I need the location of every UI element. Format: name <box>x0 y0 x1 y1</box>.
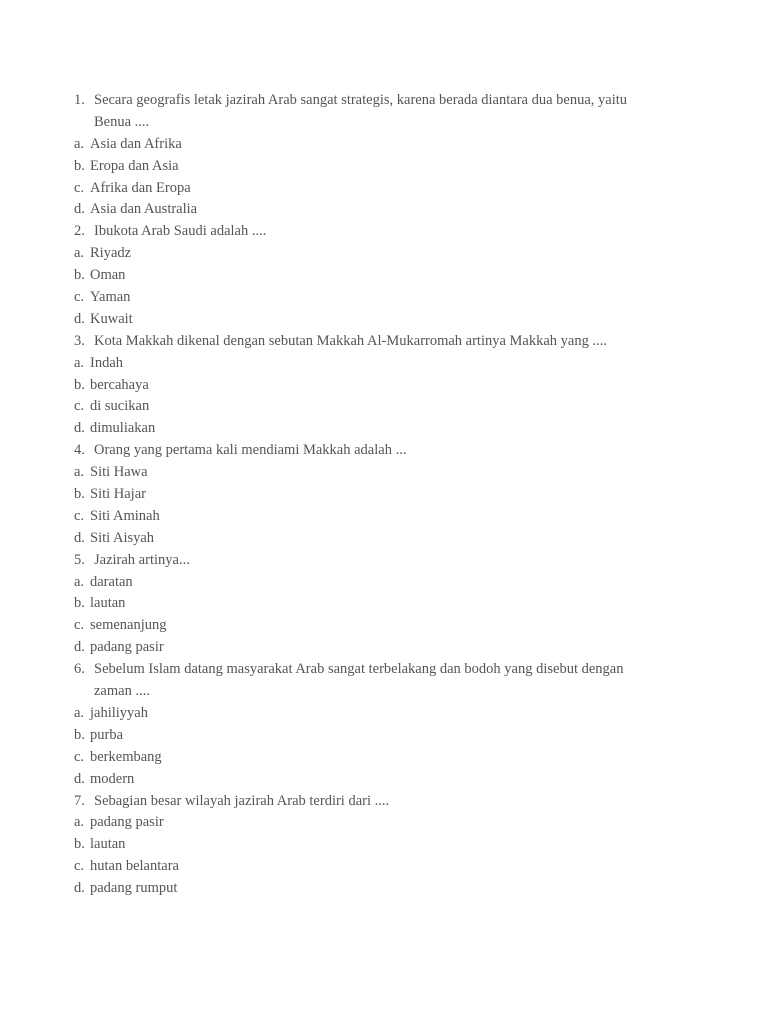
option-letter: a. <box>74 245 85 262</box>
option-letter: c. <box>74 617 85 634</box>
question-number: 5. <box>74 551 85 568</box>
option-letter: d. <box>74 880 85 897</box>
question-text-line <box>74 659 694 681</box>
option-letter: d. <box>74 639 85 656</box>
question-block <box>74 90 694 221</box>
question-text: Secara geografis letak jazirah Arab sangat strategis, karena berada diantara dua benua, yaitu <box>94 92 628 108</box>
option-text: Asia dan Australia <box>90 201 198 218</box>
question-block <box>74 659 694 790</box>
answer-option <box>74 747 694 769</box>
question-block <box>74 221 694 330</box>
option-letter: c. <box>74 858 85 875</box>
question-text: Sebelum Islam datang masyarakat Arab sangat terbelakang dan bodoh yang disebut dengan <box>94 661 624 678</box>
option-text: jahiliyyah <box>90 704 148 721</box>
option-text: Kuwait <box>90 310 133 327</box>
question-number: 1. <box>74 92 85 108</box>
option-letter: d. <box>74 310 85 327</box>
answer-option <box>74 615 694 637</box>
option-text: Asia dan Afrika <box>90 135 182 152</box>
question-text-continuation <box>74 112 694 134</box>
question-text-continuation <box>74 681 694 703</box>
option-letter: c. <box>74 507 85 524</box>
option-letter: b. <box>74 836 85 853</box>
question-block <box>74 791 694 900</box>
option-text: padang pasir <box>90 639 164 656</box>
question-text-line <box>74 440 694 462</box>
question-text: Sebagian besar wilayah jazirah Arab terdiri dari .... <box>94 792 390 809</box>
answer-option <box>74 834 694 856</box>
question-text: Jazirah artinya... <box>94 551 190 568</box>
answer-option <box>74 878 694 900</box>
option-text: Yaman <box>90 289 131 306</box>
option-text: hutan belantara <box>90 858 179 875</box>
answer-option <box>74 637 694 659</box>
option-text: Siti Aisyah <box>90 529 155 546</box>
answer-option <box>74 528 694 550</box>
option-letter: a. <box>74 135 85 152</box>
option-text: Afrika dan Eropa <box>90 179 191 196</box>
option-letter: c. <box>74 179 85 196</box>
answer-option <box>74 353 694 375</box>
question-number: 2. <box>74 223 85 240</box>
option-letter: b. <box>74 595 85 612</box>
answer-option <box>74 178 694 200</box>
option-text: lautan <box>90 595 126 612</box>
option-letter: d. <box>74 420 85 437</box>
option-letter: a. <box>74 704 85 721</box>
option-text: padang rumput <box>90 880 178 897</box>
question-text: Benua .... <box>94 113 150 130</box>
question-text-line <box>74 90 694 112</box>
option-letter: a. <box>74 814 85 831</box>
option-text: daratan <box>90 573 133 590</box>
answer-option <box>74 572 694 594</box>
answer-option <box>74 725 694 747</box>
question-text-line <box>74 221 694 243</box>
option-letter: c. <box>74 748 85 765</box>
question-text: zaman .... <box>94 683 150 700</box>
option-text: di sucikan <box>90 398 150 415</box>
option-text: Oman <box>90 267 126 284</box>
answer-option <box>74 418 694 440</box>
option-letter: c. <box>74 289 85 306</box>
question-block <box>74 440 694 549</box>
option-text: purba <box>90 726 124 743</box>
option-text: Indah <box>90 354 124 371</box>
answer-option <box>74 506 694 528</box>
option-letter: b. <box>74 376 85 393</box>
option-letter: d. <box>74 770 85 787</box>
option-text: dimuliakan <box>90 420 156 437</box>
answer-option <box>74 287 694 309</box>
question-text: Ibukota Arab Saudi adalah .... <box>94 223 267 240</box>
option-text: padang pasir <box>90 814 164 831</box>
question-block <box>74 331 694 440</box>
answer-option <box>74 462 694 484</box>
answer-option <box>74 703 694 725</box>
option-letter: b. <box>74 157 85 174</box>
option-text: bercahaya <box>90 376 149 393</box>
option-letter: b. <box>74 726 85 743</box>
answer-option <box>74 396 694 418</box>
answer-option <box>74 484 694 506</box>
option-letter: d. <box>74 529 85 546</box>
question-text-line <box>74 331 694 353</box>
answer-option <box>74 856 694 878</box>
question-number: 7. <box>74 792 85 809</box>
option-text: semenanjung <box>90 617 167 634</box>
option-text: Eropa dan Asia <box>90 157 179 174</box>
question-text-line <box>74 791 694 813</box>
option-letter: d. <box>74 201 85 218</box>
option-letter: a. <box>74 464 85 481</box>
question-text: Orang yang pertama kali mendiami Makkah adalah ... <box>94 442 407 459</box>
option-text: Siti Hawa <box>90 464 148 481</box>
option-text: modern <box>90 770 135 787</box>
option-text: Riyadz <box>90 245 132 262</box>
option-letter: a. <box>74 354 85 371</box>
question-number: 4. <box>74 442 85 459</box>
answer-option <box>74 769 694 791</box>
option-text: lautan <box>90 836 126 853</box>
question-text-line <box>74 550 694 572</box>
answer-option <box>74 265 694 287</box>
question-text: Kota Makkah dikenal dengan sebutan Makkah Al-Mukarromah artinya Makkah yang .... <box>94 332 607 349</box>
answer-option <box>74 375 694 397</box>
option-letter: a. <box>74 573 85 590</box>
option-letter: c. <box>74 398 85 415</box>
option-text: Siti Hajar <box>90 486 146 503</box>
answer-option <box>74 309 694 331</box>
answer-option <box>74 199 694 221</box>
question-number: 3. <box>74 332 85 349</box>
answer-option <box>74 134 694 156</box>
option-letter: b. <box>74 267 85 284</box>
option-text: Siti Aminah <box>90 507 160 524</box>
answer-option <box>74 243 694 265</box>
quiz-document <box>74 90 694 900</box>
option-letter: b. <box>74 486 85 503</box>
answer-option <box>74 156 694 178</box>
answer-option <box>74 812 694 834</box>
question-number: 6. <box>74 661 85 678</box>
option-text: berkembang <box>90 748 162 765</box>
question-block <box>74 550 694 659</box>
answer-option <box>74 593 694 615</box>
